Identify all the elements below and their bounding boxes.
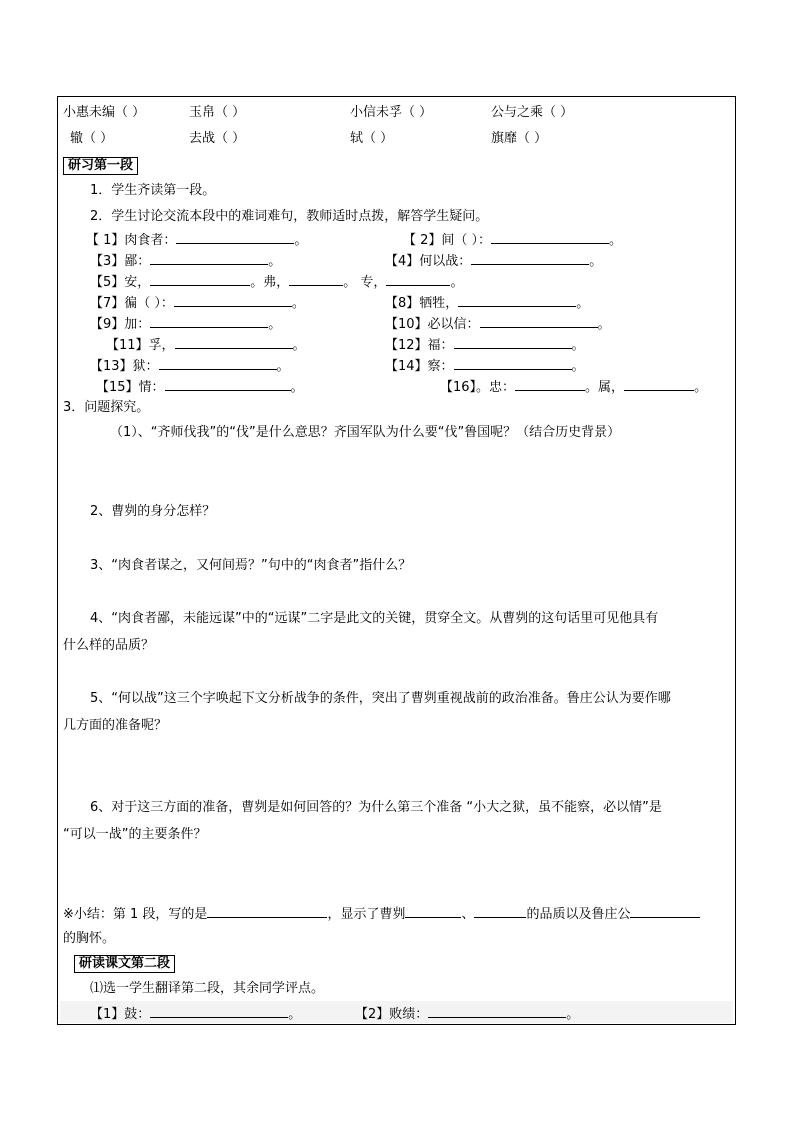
vocab-8: 【9】加： 。 [90,314,281,334]
vocab-2: 【 2】间（ ）： 。 [403,230,622,250]
blank[interactable] [480,314,598,328]
vocab-11: 【12】福： 。 [385,335,585,355]
question-4: 4、“肉食者鄙，未能远谋”中的“远谋”二字是此文的关键，贯穿全文。从曹刿的这句话里可见他具有 [90,611,659,626]
vocab-6: 【7】徧（ ）： 。 [90,293,305,313]
blank[interactable] [458,293,576,307]
blank[interactable] [176,230,294,244]
section-title-2: 研读课文第二段 [74,955,175,973]
blank[interactable] [175,335,293,349]
top-item-8: 旗靡（ ） [491,131,548,146]
blank[interactable] [454,335,572,349]
blank[interactable] [454,356,572,370]
question-5: 5、“何以战”这三个字唤起下文分析战争的条件，突出了曹刿重视战前的政治准备。鲁庄公认为要作哪 [90,691,671,706]
blank[interactable] [159,356,277,370]
blank[interactable] [207,904,327,918]
vocab-5: 【5】安， 。弗， 。 专， 。 [90,272,463,292]
question-5-cont: 几方面的准备呢？ [63,718,168,733]
summary-line: ※小结：第 1 段，写的是 ，显示了曹刿 、 的品质以及鲁庄公 [63,904,700,924]
vocab-13: 【14】察： 。 [385,356,585,376]
blank[interactable] [165,377,291,391]
top-item-6: 去战（ ） [189,131,246,146]
summary-end: 的胸怀。 [63,931,116,946]
blank[interactable] [515,377,585,391]
question-6-cont: “可以一战”的主要条件？ [63,827,207,842]
top-item-1: 小惠未编（ ） [63,105,146,120]
vocab-14: 【15】情： 。 [96,377,304,397]
step-1: 1．学生齐读第一段。 [90,183,216,198]
blank[interactable] [630,904,700,918]
blank[interactable] [386,272,450,286]
blank[interactable] [289,272,343,286]
blank[interactable] [491,230,609,244]
step-2: 2．学生讨论交流本段中的难词难句，教师适时点拨，解答学生疑问。 [90,209,489,224]
step-3: 3．问题探究。 [63,400,150,415]
top-item-2: 玉帛（ ） [189,105,246,120]
question-2: 2、曹刿的身分怎样？ [90,504,216,519]
top-item-3: 小信未孚（ ） [350,105,433,120]
vocab-4: 【4】何以战： 。 [385,251,602,271]
vocab-1: 【 1】肉食者： 。 [86,230,307,250]
vocab-10: 【11】孚， 。 [106,335,306,355]
blank[interactable] [428,1004,566,1018]
blank[interactable] [150,272,250,286]
top-item-4: 公与之乘（ ） [491,105,574,120]
top-item-5: 辙（ ） [70,131,114,146]
vocab-3: 【3】鄙： 。 [90,251,281,271]
blank[interactable] [624,377,694,391]
blank[interactable] [405,904,461,918]
vocab-7: 【8】牺牲， 。 [385,293,589,313]
vocab-12: 【13】狱： 。 [90,356,290,376]
section-title-1: 研习第一段 [63,157,138,175]
question-4-cont: 什么样的品质？ [63,638,155,653]
blank[interactable] [150,314,268,328]
blank[interactable] [474,904,526,918]
top-item-7: 轼（ ） [350,131,394,146]
section2-step-1: ⑴选一学生翻译第二段，其余同学评点。 [90,981,325,996]
blank[interactable] [471,251,589,265]
question-3: 3、“肉食者谋之，又何间焉？”句中的“肉食者”指什么？ [90,558,412,573]
vocab-15: 【16】。忠： 。属， 。 [440,377,707,397]
vocab-9: 【10】必以信： 。 [385,314,611,334]
section2-vocab-1: 【1】鼓： 。 [90,1004,301,1024]
blank[interactable] [174,293,292,307]
blank[interactable] [150,1004,288,1018]
question-1: （1）、“齐师伐我”的“伐”是什么意思？齐国军队为什么要“伐”鲁国呢？（结合历史背景） [110,425,621,440]
section2-vocab-2: 【2】败绩： 。 [355,1004,579,1024]
question-6: 6、对于这三方面的准备，曹刿是如何回答的？为什么第三个准备 “小大之狱，虽不能察，必以情”是 [90,800,662,815]
blank[interactable] [150,251,268,265]
